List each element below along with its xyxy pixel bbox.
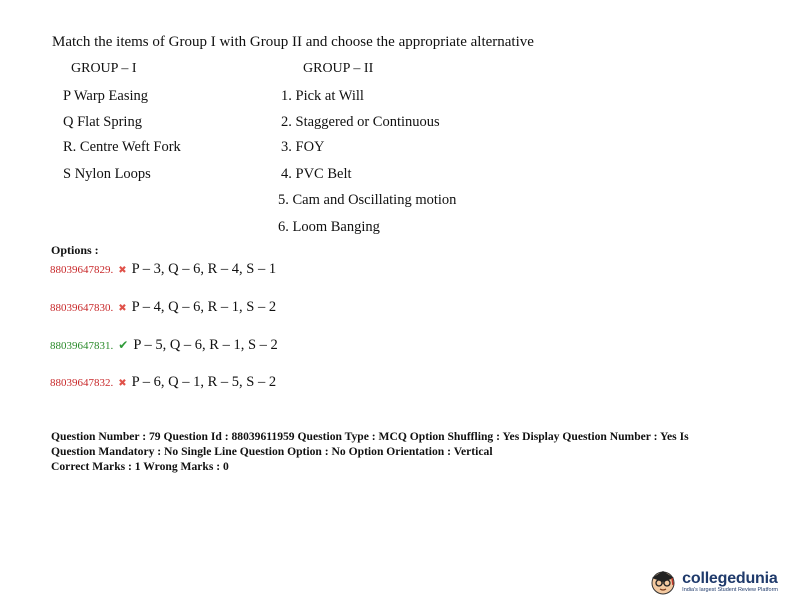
logo-tagline: India's largest Student Review Platform: [682, 586, 778, 593]
option-row[interactable]: [50, 299, 276, 316]
group2-item-3: 3. FOY: [281, 139, 325, 155]
group1-item-q: Q Flat Spring: [63, 114, 142, 130]
option-text: P – 6, Q – 1, R – 5, S – 2: [131, 374, 277, 390]
option-row[interactable]: [50, 337, 278, 354]
group2-item-5: 5. Cam and Oscillating motion: [278, 192, 457, 208]
group2-item-6: 6. Loom Banging: [278, 219, 380, 235]
mascot-icon: [648, 566, 678, 596]
group2-item-2: 2. Staggered or Continuous: [281, 114, 440, 130]
option-id: 88039647829.: [50, 264, 114, 276]
option-id: 88039647832.: [50, 377, 114, 389]
wrong-cross-icon: ✖: [118, 303, 127, 314]
question-meta-line-1: Question Number : 79 Question Id : 88039611959 Question Type : MCQ Option Shuffling : Yes Display Question Number : Yes Is: [51, 430, 689, 443]
group2-item-1: 1. Pick at Will: [281, 88, 364, 104]
group1-item-r: R. Centre Weft Fork: [63, 139, 181, 155]
group1-heading: GROUP – I: [71, 61, 137, 76]
logo-name: collegedunia: [682, 569, 778, 587]
group2-heading: GROUP – II: [303, 61, 374, 76]
group1-item-s: S Nylon Loops: [63, 166, 151, 182]
option-text: P – 5, Q – 6, R – 1, S – 2: [133, 337, 278, 353]
options-label: Options :: [51, 243, 99, 257]
option-row[interactable]: [50, 261, 276, 278]
correct-check-icon: ✔: [118, 338, 129, 352]
wrong-cross-icon: ✖: [118, 265, 127, 276]
question-meta-line-3: Correct Marks : 1 Wrong Marks : 0: [51, 460, 229, 473]
collegedunia-logo: [648, 566, 778, 596]
option-text: P – 3, Q – 6, R – 4, S – 1: [131, 261, 277, 277]
question-prompt: Match the items of Group I with Group II and choose the appropriate alternative: [52, 34, 534, 50]
option-id: 88039647831.: [50, 340, 114, 352]
option-text: P – 4, Q – 6, R – 1, S – 2: [131, 299, 277, 315]
wrong-cross-icon: ✖: [118, 378, 127, 389]
option-row[interactable]: [50, 374, 276, 391]
question-meta-line-2: Question Mandatory : No Single Line Question Option : No Option Orientation : Vertical: [51, 445, 493, 458]
group1-item-p: P Warp Easing: [63, 88, 149, 104]
option-id: 88039647830.: [50, 302, 114, 314]
group2-item-4: 4. PVC Belt: [281, 166, 352, 182]
